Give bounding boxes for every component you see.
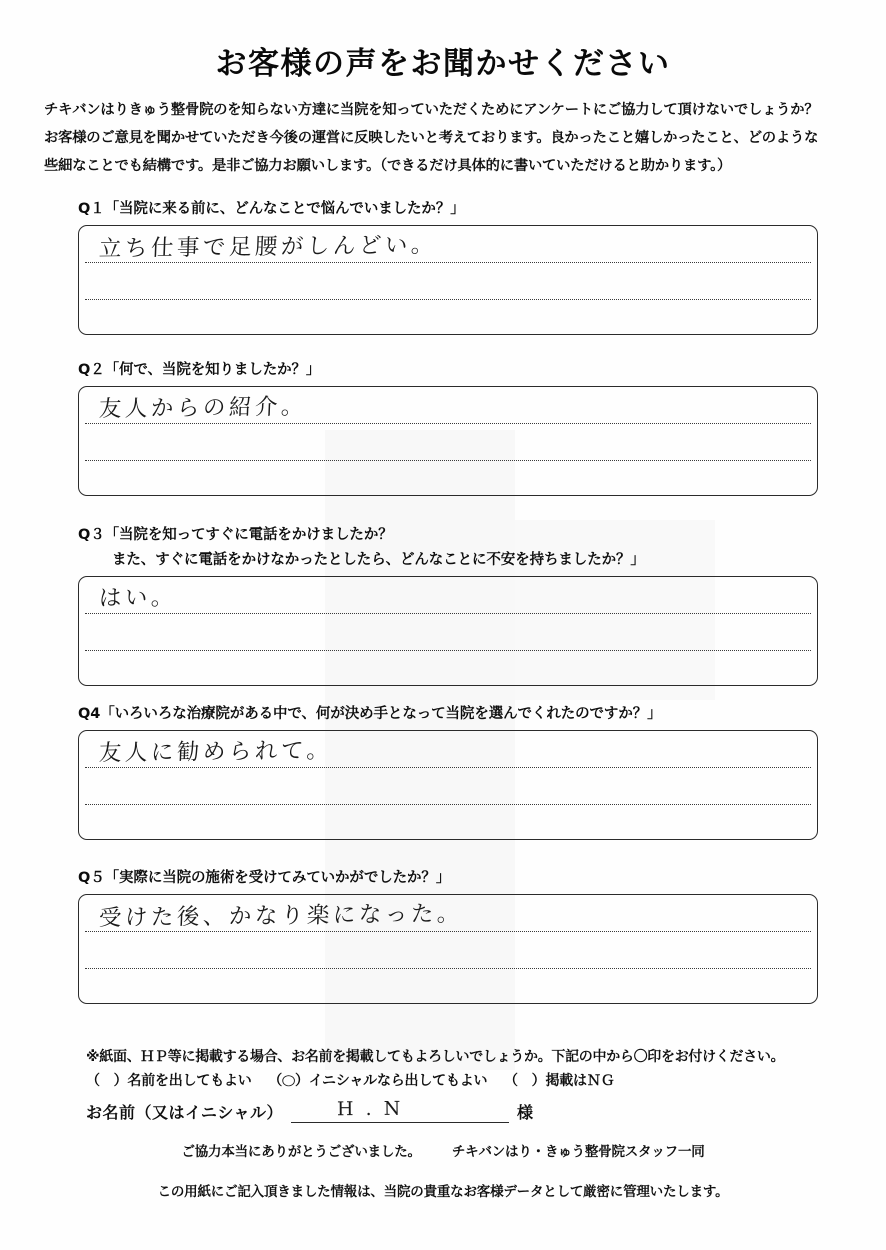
thanks-line	[0, 1140, 886, 1160]
consent-options	[86, 1070, 626, 1090]
intro-line-3: 些細なことでも結構です。是非ご協力お願いします。（できるだけ具体的に書いていただけると助かります。）	[44, 158, 732, 174]
publication-consent-note: ※紙面、ＨＰ等に掲載する場合、お名前を掲載してもよろしいでしょうか。下記の中から〇印をお付けください。	[86, 1049, 785, 1065]
handwritten-answer-3: はい。	[98, 584, 178, 612]
name-input-line[interactable]	[291, 1098, 509, 1123]
name-field-row	[86, 1098, 534, 1123]
handwritten-answer-4: 友人に勧められて。	[98, 737, 333, 767]
answer-box-1[interactable]	[78, 225, 818, 335]
handwritten-answer-5: 受けた後、かなり楽になった。	[98, 900, 464, 932]
clinic-signature: チキバンはり・きゅう整骨院スタッフ一同	[451, 1144, 705, 1160]
question-block-4	[78, 702, 818, 840]
answer-rule	[85, 299, 811, 300]
question-label-2: Q２「何で、当院を知りましたか？」	[78, 362, 321, 378]
question-block-2	[78, 358, 818, 496]
circle-mark-icon: ○	[281, 1071, 296, 1089]
page-title: お客様の声をお聞かせください	[215, 46, 671, 82]
answer-rule	[85, 650, 811, 651]
question-block-3	[78, 523, 818, 686]
consent-option-name-ok[interactable]: （ ）名前を出してもよい	[86, 1073, 252, 1089]
answer-rule	[85, 804, 811, 805]
intro-line-1: チキバンはりきゅう整骨院のを知らない方達に当院を知っていただくためにアンケートにご協力して頂けないでしょうか？	[44, 102, 819, 118]
question-label-5: Q５「実際に当院の施術を受けてみていかがでしたか？」	[78, 870, 451, 886]
question-label-3-line2: また、すぐに電話をかけなかったとしたら、どんなことに不安を持ちましたか？」	[112, 552, 645, 568]
handwritten-answer-2: 友人からの紹介。	[98, 393, 308, 423]
consent-option-no-publication[interactable]: （ ）掲載はＮＧ	[504, 1073, 615, 1089]
answer-box-2[interactable]	[78, 386, 818, 496]
consent-option-initials-ok[interactable]	[268, 1073, 487, 1089]
consent-paren-close-label: ）イニシャルなら出してもよい	[295, 1073, 488, 1089]
name-field-suffix: 様	[517, 1103, 534, 1122]
question-block-1	[78, 197, 818, 335]
thanks-text: ご協力本当にありがとうございました。	[181, 1144, 421, 1160]
answer-rule	[85, 968, 811, 969]
question-label-1: Q１「当院に来る前に、どんなことで悩んでいましたか？」	[78, 201, 465, 217]
question-label-4: Q4「いろいろな治療院がある中で、何が決め手となって当院を選んでくれたのですか？」	[78, 706, 662, 722]
handwritten-answer-1: 立ち仕事で足腰がしんどい。	[98, 231, 438, 263]
name-handwritten-value: H . N	[336, 1097, 404, 1121]
answer-box-4[interactable]	[78, 730, 818, 840]
answer-box-5[interactable]	[78, 894, 818, 1004]
intro-line-2: お客様のご意見を聞かせていただき今後の運営に反映したいと考えております。良かったこと嬉しかったこと、どのような	[44, 130, 819, 146]
privacy-notice: この用紙にご記入頂きました情報は、当院の貴重なお客様データとして厳密に管理いたします。	[157, 1184, 729, 1200]
question-label-3: Q３「当院を知ってすぐに電話をかけましたか？	[78, 527, 393, 543]
question-block-5	[78, 866, 818, 1004]
name-field-label: お名前（又はイニシャル）	[86, 1103, 284, 1122]
answer-box-3[interactable]	[78, 576, 818, 686]
consent-paren-open: （	[268, 1073, 283, 1089]
intro-paragraph	[44, 96, 849, 180]
answer-rule	[85, 460, 811, 461]
answer-rule	[85, 423, 811, 424]
answer-rule	[85, 613, 811, 614]
